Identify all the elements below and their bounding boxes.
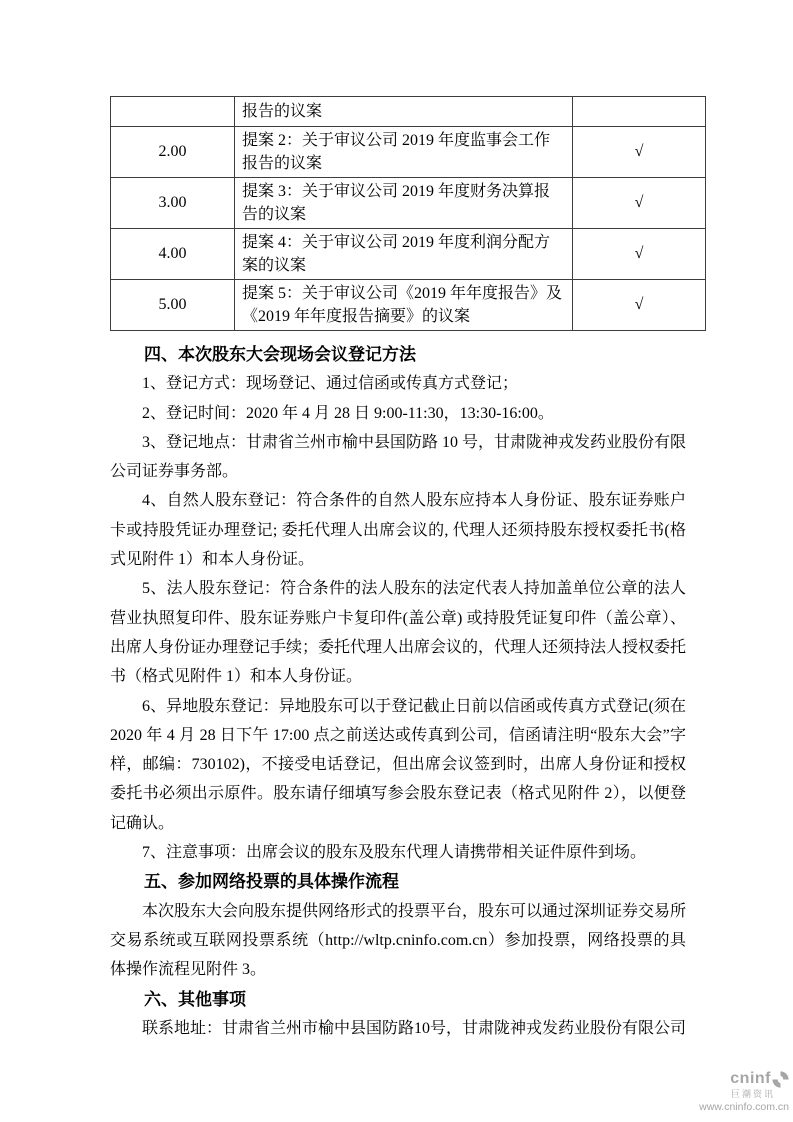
- table-row: [111, 178, 706, 229]
- vote-checkmark: √: [573, 178, 706, 229]
- proposals-table: [110, 96, 706, 331]
- proposal-name: 提案 3：关于审议公司 2019 年度财务决算报告的议案: [235, 178, 573, 229]
- document-content: [110, 96, 686, 1043]
- paragraph-registration-time: 2、登记时间：2020 年 4 月 28 日 9:00-11:30，13:30-16:00。: [142, 404, 554, 422]
- cninfo-brand-row: [699, 1071, 789, 1088]
- paragraph-remote-shareholder: 6、异地股东登记：异地股东可以于登记截止日前以信函或传真方式登记(须在 2020 年 4 月 28 日下午 17:00 点之前送达或传真到公司，信函请注明“股东大会”字样，邮编：730102)，不接受电话登记，但出席会议签到时，出席人身份证和授权委托书必须出示原件。股东请仔细填写参会股东登记表（格式见附件 2），以便登记确认。: [110, 697, 686, 832]
- proposal-code: [111, 97, 235, 127]
- paragraph-notice: 7、注意事项：出席会议的股东及股东代理人请携带相关证件原件到场。: [142, 844, 647, 862]
- cninfo-watermark: [699, 1071, 789, 1113]
- cninfo-swirl-icon: [772, 1071, 789, 1088]
- table-row: [111, 280, 706, 331]
- cninfo-chinese-name: 巨潮资讯: [730, 1088, 775, 1099]
- paragraph-corporate-shareholder: 5、法人股东登记：符合条件的法人股东的法定代表人持加盖单位公章的法人营业执照复印件、股东证券账户卡复印件(盖公章) 或持股凭证复印件（盖公章）、出席人身份证办理登记手续；委托代理人出席会议的，代理人还须持法人授权委托书（格式见附件 1）和本人身份证。: [110, 580, 687, 686]
- section-heading-registration: 四、本次股东大会现场会议登记方法: [144, 345, 416, 364]
- section-heading-online-voting: 五、参加网络投票的具体操作流程: [144, 872, 399, 892]
- paragraph-online-voting: 本次股东大会向股东提供网络形式的投票平台，股东可以通过深圳证券交易所交易系统或互联网投票系统（http://wltp.cninfo.com.cn）参加投票，网络投票的具体操作流程见附件 3。: [110, 902, 687, 979]
- paragraph-individual-shareholder: 4、自然人股东登记：符合条件的自然人股东应持本人身份证、股东证券账户卡或持股凭证办理登记; 委托代理人出席会议的, 代理人还须持股东授权委托书(格式见附件 1）和本人身份证。: [110, 492, 686, 569]
- paragraph-registration-place: 3、登记地点：甘肃省兰州市榆中县国防路 10 号，甘肃陇神戎发药业股份有限公司证券事务部。: [110, 433, 687, 481]
- proposal-name: 提案 5：关于审议公司《2019 年年度报告》及《2019 年年度报告摘要》的议案: [235, 280, 573, 331]
- paragraph-registration-method: 1、登记方式：现场登记、通过信函或传真方式登记；: [142, 375, 519, 393]
- section-heading-other-matters: 六、其他事项: [144, 989, 246, 1009]
- vote-checkmark: √: [573, 280, 706, 331]
- vote-checkmark: [573, 97, 706, 127]
- proposal-code: 4.00: [111, 229, 235, 280]
- proposal-code: 3.00: [111, 178, 235, 229]
- proposal-name: 报告的议案: [235, 97, 573, 127]
- proposal-code: 5.00: [111, 280, 235, 331]
- vote-checkmark: √: [573, 127, 706, 178]
- cninfo-url: www.cninfo.com.cn: [699, 1100, 789, 1113]
- table-row: [111, 97, 706, 127]
- proposal-code: 2.00: [111, 127, 235, 178]
- proposal-name: 提案 4：关于审议公司 2019 年度利润分配方案的议案: [235, 229, 573, 280]
- vote-checkmark: √: [573, 229, 706, 280]
- proposal-name: 提案 2：关于审议公司 2019 年度监事会工作报告的议案: [235, 127, 573, 178]
- document-sections: [110, 340, 686, 1043]
- table-row: [111, 127, 706, 178]
- cninfo-brand-text: cninf: [730, 1070, 771, 1087]
- paragraph-contact-address: 联系地址：甘肃省兰州市榆中县国防路10号，甘肃陇神戎发药业股份有限公司: [142, 1019, 687, 1037]
- table-row: [111, 229, 706, 280]
